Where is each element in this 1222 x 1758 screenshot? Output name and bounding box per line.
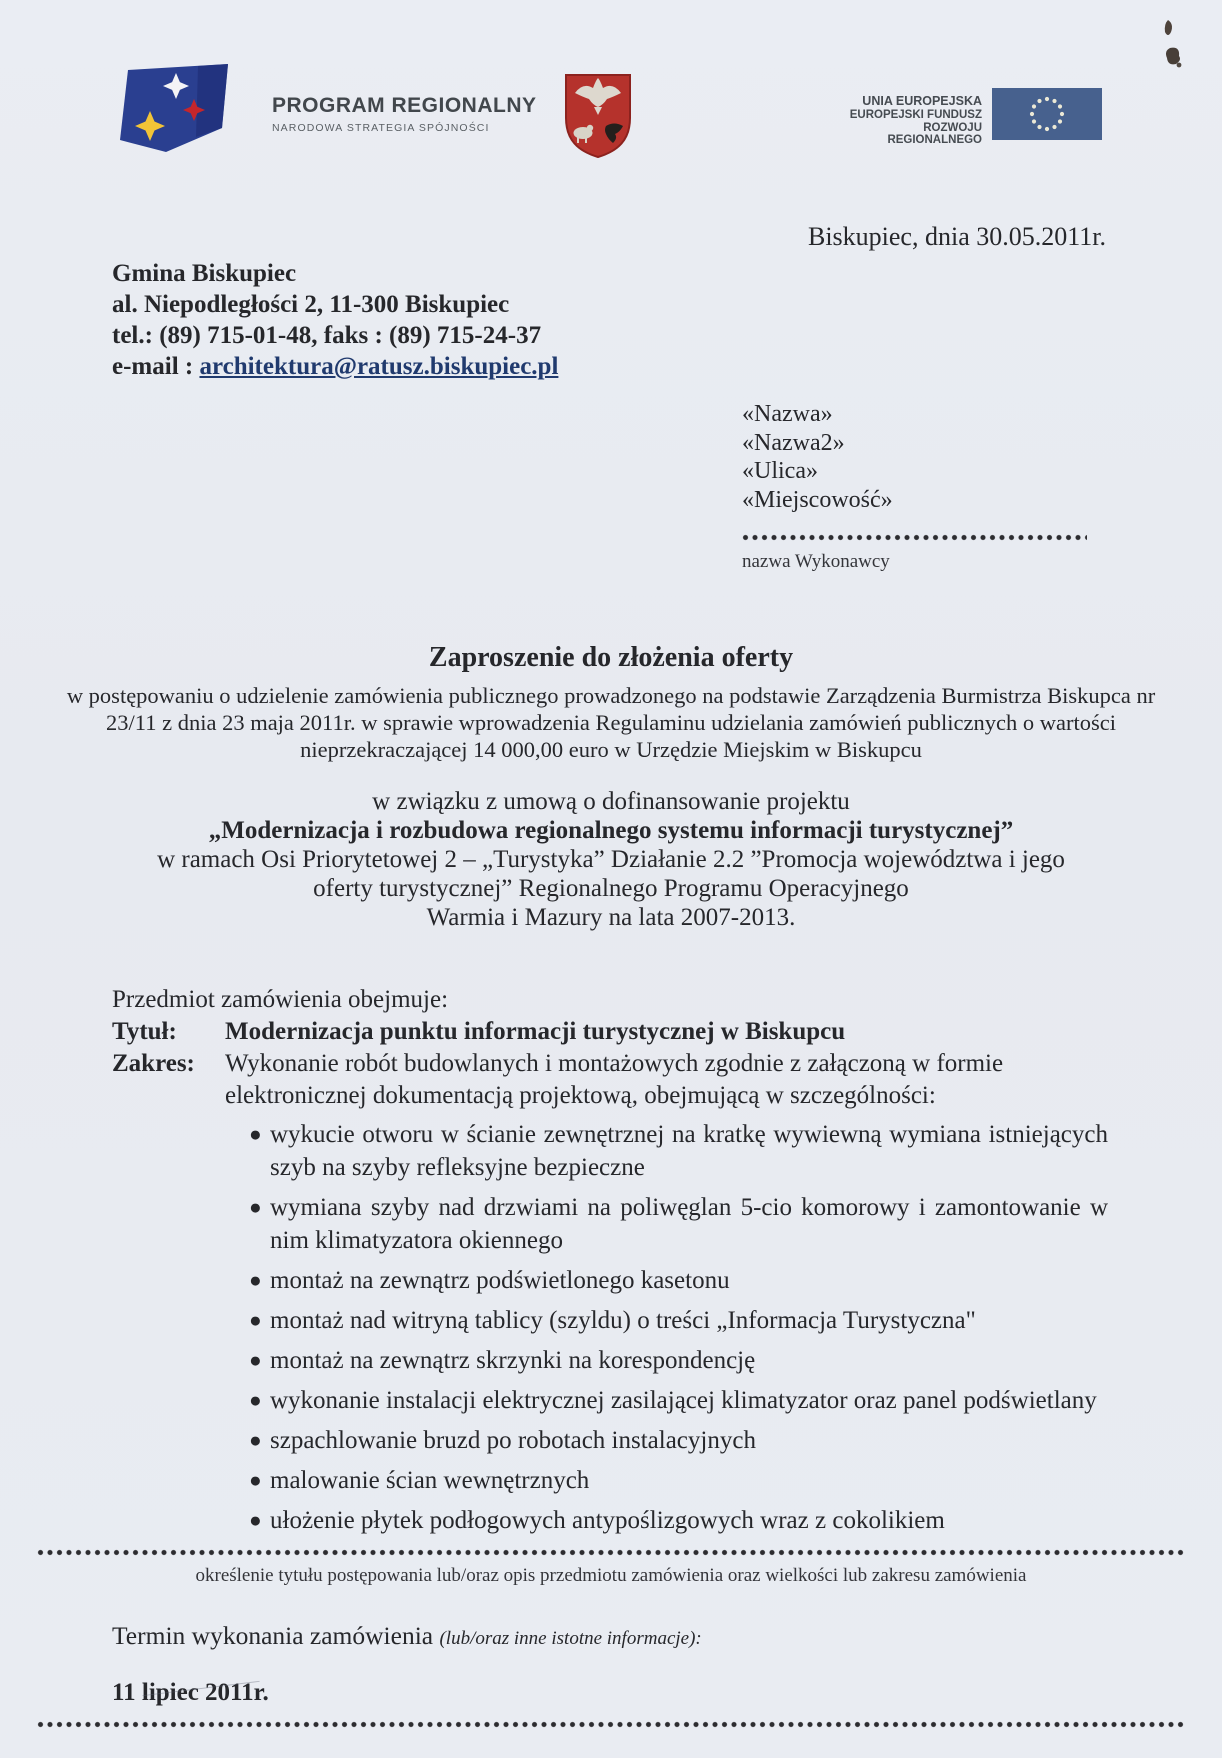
email-link[interactable]: architektura@ratusz.biskupiec.pl [199, 353, 559, 380]
subject-heading: Przedmiot zamówienia obejmuje: [112, 986, 449, 1013]
bullet-text: szpachlowanie bruzd po robotach instalacyjnych [270, 1427, 756, 1454]
bullet-icon: ● [249, 1268, 262, 1292]
recipient-caption: nazwa Wykonawcy [742, 551, 890, 572]
separator-dotted-line [37, 1549, 1185, 1556]
sender-block [112, 258, 558, 382]
nss-flag-icon [106, 64, 258, 161]
recipient-placeholder: «Nazwa» [742, 401, 833, 427]
recipient-placeholder: «Nazwa2» [742, 429, 845, 456]
sender-name: Gmina Biskupiec [112, 260, 297, 287]
bullet-item [249, 1464, 1108, 1497]
email-label: e-mail : [112, 353, 200, 380]
deadline-note: (lub/oraz inne istotne informacje): [439, 1628, 702, 1649]
recipient-dotted-line [742, 534, 1087, 541]
warmia-mazury-coat-of-arms-icon [563, 72, 633, 165]
scope-bullet-list [37, 1118, 1185, 1537]
project-line: oferty turystycznej” Regionalnego Programu Operacyjnego [313, 875, 909, 902]
project-line: w ramach Osi Priorytetowej 2 – „Turystyka” Działanie 2.2 ”Promocja województwa i jego [157, 846, 1065, 873]
subject-title-value: Modernizacja punktu informacji turystycznej w Biskupcu [225, 1018, 846, 1045]
eu-logo-line2: EUROPEJSKI FUNDUSZ [849, 109, 982, 121]
nss-logo-title: PROGRAM REGIONALNY [272, 94, 537, 117]
recipient-placeholder: «Ulica» [742, 458, 818, 484]
bullet-text: montaż na zewnątrz skrzynki na korespondencję [270, 1347, 756, 1374]
bullet-icon: ● [249, 1508, 262, 1532]
bullet-text: malowanie ścian wewnętrznych [270, 1467, 590, 1494]
sender-phone-fax: tel.: (89) 715-01-48, faks : (89) 715-24-37 [112, 322, 542, 349]
bullet-text: wykucie otworu w ścianie zewnętrznej na kratkę wywiewną wymiana istniejących szyb na szyby refleksyjne bezpieczne [270, 1121, 1108, 1181]
project-paragraph [37, 787, 1185, 932]
bullet-text: ułożenie płytek podłogowych antypoślizgowych wraz z cokolikiem [270, 1507, 945, 1534]
recipient-placeholder: «Miejscowość» [742, 486, 893, 513]
eu-logo-text [840, 88, 982, 146]
deadline-value: 11 lipiec 2011r. [112, 1679, 269, 1706]
eu-logo-line1: UNIA EUROPEJSKA [862, 94, 982, 108]
intro-line: nieprzekraczającej 14 000,00 euro w Urzędzie Miejskim w Biskupcu [300, 737, 922, 762]
bullet-icon: ● [249, 1388, 262, 1412]
bullet-item [249, 1118, 1108, 1184]
bullet-text: wykonanie instalacji elektrycznej zasilającej klimatyzator oraz panel podświetlany [270, 1387, 1097, 1414]
intro-paragraph [37, 682, 1185, 763]
nss-logo-text [272, 64, 537, 161]
project-line: Warmia i Mazury na lata 2007-2013. [426, 904, 796, 931]
subject-scope-row [112, 1048, 1185, 1112]
subject-scope-value: Wykonanie robót budowlanych i montażowych zgodnie z załączoną w formie elektronicznej dokumentacją projektową, obejmującą w szczególności: [225, 1050, 1004, 1109]
document-title: Zaproszenie do złożenia oferty [428, 642, 794, 673]
deadline-label: Termin wykonania zamówienia [112, 1621, 440, 1650]
bottom-dotted-line [37, 1721, 1185, 1728]
bullet-icon: ● [249, 1348, 262, 1372]
bullet-icon: ● [249, 1122, 262, 1146]
bullet-icon: ● [249, 1308, 262, 1332]
bullet-text: montaż na zewnątrz podświetlonego kasetonu [270, 1267, 730, 1294]
bullet-item [249, 1504, 1108, 1537]
bullet-item [249, 1191, 1108, 1257]
bullet-item [249, 1424, 1108, 1457]
recipient-block [742, 400, 893, 514]
bullet-text: montaż nad witryną tablicy (szyldu) o treści „Informacja Turystyczna" [270, 1307, 976, 1334]
bullet-item [249, 1304, 1108, 1337]
intro-line: w postępowaniu o udzielenie zamówienia publicznego prowadzonego na podstawie Zarządzenia Burmistrza Biskupca nr [66, 683, 1156, 708]
program-regionalny-logo [106, 64, 537, 161]
subject-title-label: Tytuł: [112, 1018, 177, 1045]
deadline-row [112, 1621, 1185, 1651]
eu-logo-line3: ROZWOJU REGIONALNEGO [887, 122, 982, 146]
bullet-item [249, 1344, 1108, 1377]
letter-body [37, 642, 1185, 1728]
subject-scope-label: Zakres: [112, 1050, 195, 1077]
nss-logo-subtitle: NARODOWA STRATEGIA SPÓJNOŚCI [272, 122, 490, 134]
date-line: Biskupiec, dnia 30.05.2011r. [807, 222, 1106, 251]
project-title-line: „Modernizacja i rozbudowa regionalnego systemu informacji turystycznej” [208, 817, 1014, 844]
eu-flag-icon [992, 88, 1102, 145]
eu-logo [840, 88, 1102, 146]
separator-caption: określenie tytułu postępowania lub/oraz opis przedmiotu zamówienia oraz wielkości lub zakresu zamówienia [195, 1565, 1027, 1586]
bullet-icon: ● [249, 1428, 262, 1452]
ink-smudge [1152, 18, 1192, 85]
sender-address: al. Niepodległości 2, 11-300 Biskupiec [112, 291, 510, 318]
subject-title-row [112, 1016, 1185, 1048]
bullet-item [249, 1384, 1108, 1417]
intro-line: 23/11 z dnia 23 maja 2011r. w sprawie wprowadzenia Regulaminu udzielania zamówień publicznych o wartości [106, 710, 1116, 735]
sender-email-row [112, 351, 558, 382]
bullet-icon: ● [249, 1468, 262, 1492]
bullet-item [249, 1264, 1108, 1297]
bullet-text: wymiana szyby nad drzwiami na poliwęglan 5-cio komorowy i zamontowanie w nim klimatyzatora okiennego [270, 1194, 1108, 1254]
bullet-icon: ● [249, 1195, 262, 1219]
project-line: w związku z umową o dofinansowanie projektu [372, 788, 850, 815]
